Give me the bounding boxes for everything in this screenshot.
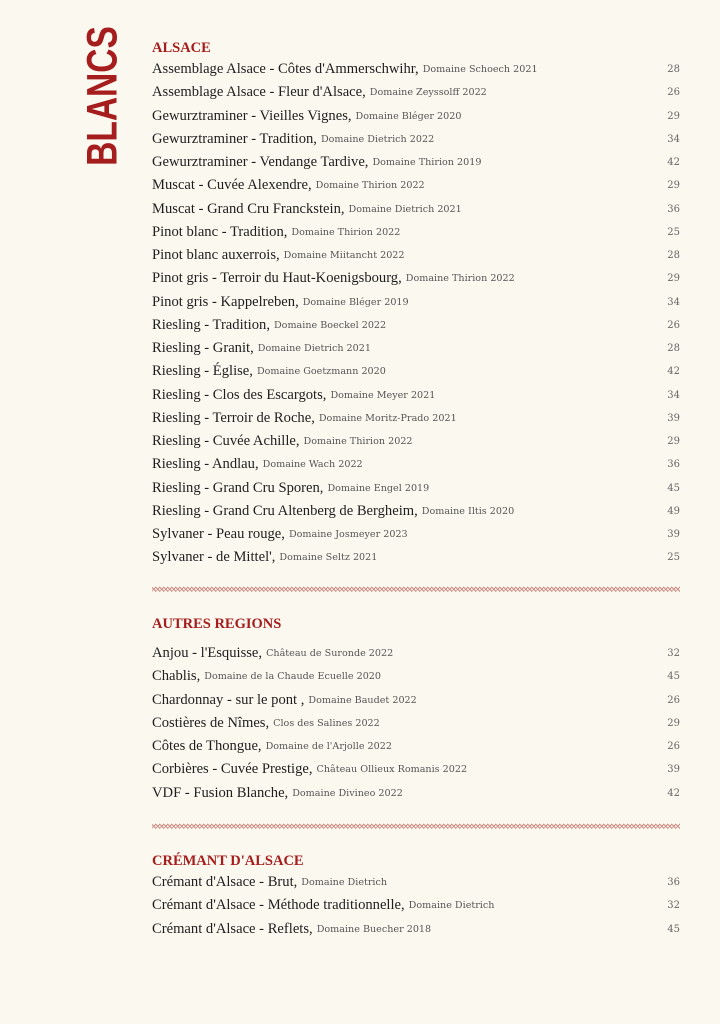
wine-item [152,758,680,781]
wine-producer: Domaine Dietrich [301,877,388,889]
wine-item [152,174,680,197]
wine-item [152,337,680,360]
wine-price: 45 [667,923,680,935]
wine-price: 45 [667,671,680,683]
wine-item [152,198,680,221]
wine-item [152,105,680,128]
wine-name: Corbières - Cuvée Prestige, [152,761,313,778]
wine-item [152,735,680,758]
wine-producer: Domaine Thirion 2019 [372,157,482,169]
wine-name: Chablis, [152,668,201,685]
wine-producer: Domaine Baudet 2022 [308,694,417,706]
wine-producer: Domaine Divineo 2022 [292,787,403,799]
wine-name: Riesling - Andlau, [152,456,259,473]
wine-item [152,523,680,546]
wine-price: 42 [667,787,680,799]
wine-name: Sylvaner - de Mittel', [152,549,276,566]
category-title [78,26,127,166]
wine-item [152,477,680,500]
wine-name: Crémant d'Alsace - Brut, [152,874,298,891]
wine-producer: Domaine Meyer 2021 [330,389,436,401]
wine-name: Pinot gris - Kappelreben, [152,293,299,310]
wine-name: Riesling - Clos des Escargots, [152,386,327,403]
wine-producer: Domaine Iltis 2020 [421,505,515,517]
wine-name: Sylvaner - Peau rouge, [152,526,285,543]
wine-item [152,128,680,151]
wine-item [152,407,680,430]
wine-name: Riesling - Tradition, [152,316,270,333]
wine-price: 42 [667,366,680,378]
wine-producer: Domaine Dietrich 2022 [320,133,435,145]
wine-producer: Domaine Moritz-Prado 2021 [318,412,457,424]
wine-item [152,221,680,244]
wine-item [152,384,680,407]
wine-item [152,689,680,712]
wine-name: Crémant d'Alsace - Méthode traditionnelle, [152,897,405,914]
wine-producer: Domaine de l'Arjolle 2022 [265,741,392,753]
wine-price: 36 [667,203,680,215]
wine-name: Riesling - Grand Cru Altenberg de Bergheim, [152,502,418,519]
wine-item [152,712,680,735]
wine-producer: Domaine Goetzmann 2020 [256,366,386,378]
wine-name: Pinot blanc auxerrois, [152,247,280,264]
wine-name: Muscat - Cuvée Alexendre, [152,177,312,194]
wine-item [152,244,680,267]
wine-price: 49 [667,505,680,517]
wine-item [152,314,680,337]
wine-price: 26 [667,741,680,753]
wine-item [152,360,680,383]
wine-producer: Château Ollieux Romanis 2022 [316,764,468,776]
wine-name: Pinot blanc - Tradition, [152,223,288,240]
wine-price: 34 [667,133,680,145]
wine-price: 32 [667,648,680,660]
wine-item [152,430,680,453]
wine-producer: Domaine Thirion 2022 [315,180,425,192]
wine-name: Assemblage Alsace - Côtes d'Ammerschwihr, [152,61,419,78]
section-title: CRÉMANT D'ALSACE [152,853,304,869]
wine-item [152,267,680,290]
wine-item [152,894,680,917]
wine-item [152,665,680,688]
wine-price: 34 [667,389,680,401]
wine-price: 45 [667,482,680,494]
wine-producer: Domaine Dietrich 2021 [348,203,462,215]
wine-name: VDF - Fusion Blanche, [152,784,289,801]
wine-price: 36 [667,459,680,471]
wine-price: 28 [667,250,680,262]
wine-producer: Domaine Josmeyer 2023 [288,529,408,541]
wine-name: Assemblage Alsace - Fleur d'Alsace, [152,84,366,101]
section-cremant-alsace [152,851,680,941]
wine-name: Anjou - l'Esquisse, [152,645,263,662]
wine-item [152,81,680,104]
wine-price: 25 [667,552,680,564]
wine-price: 32 [667,900,680,912]
wine-price: 39 [667,764,680,776]
wine-producer: Domaine Miitancht 2022 [283,250,405,262]
wine-producer: Château de Suronde 2022 [266,648,394,660]
wine-item [152,58,680,81]
wine-name: Gewurztraminer - Tradition, [152,130,317,147]
wine-name: Côtes de Thongue, [152,738,262,755]
wine-price: 36 [667,877,680,889]
wine-producer: Domaine Schoech 2021 [422,64,538,76]
wine-price: 29 [667,110,680,122]
wine-item [152,642,680,665]
wine-price: 42 [667,157,680,169]
wine-item [152,871,680,894]
wine-item [152,546,680,569]
wine-price: 25 [667,226,680,238]
wine-producer: Domaine Engel 2019 [327,482,430,494]
wine-name: Riesling - Cuvée Achille, [152,433,300,450]
wine-producer: Domaine Wach 2022 [262,459,363,471]
wine-producer: Domaine Seltz 2021 [279,552,378,564]
wine-item [152,291,680,314]
wine-price: 28 [667,343,680,355]
wine-price: 29 [667,273,680,285]
wine-name: Crémant d'Alsace - Reflets, [152,920,313,937]
wine-name: Chardonnay - sur le pont , [152,691,305,708]
wine-producer: Domaine Thirion 2022 [405,273,515,285]
wine-producer: Domaine Dietrich [408,900,495,912]
wine-producer: Domaine Zeyssolff 2022 [369,87,487,99]
wine-price: 29 [667,436,680,448]
wine-producer: Domaine Thirion 2022 [291,226,401,238]
wine-producer: Domaine Boeckel 2022 [273,319,387,331]
wine-price: 26 [667,319,680,331]
wine-name: Muscat - Grand Cru Franckstein, [152,200,345,217]
wine-price: 39 [667,529,680,541]
wine-name: Riesling - Granit, [152,340,254,357]
section-title: ALSACE [152,40,211,56]
wine-price: 28 [667,64,680,76]
section-alsace [152,38,680,570]
category-label: BLANCS [78,26,127,166]
wine-name: Gewurztraminer - Vendange Tardive, [152,154,369,171]
section-title: AUTRES REGIONS [152,616,282,632]
wine-price: 34 [667,296,680,308]
wine-item [152,453,680,476]
wine-price: 29 [667,180,680,192]
wine-producer: Clos des Salines 2022 [273,717,380,729]
wine-producer: Domaine Thirion 2022 [303,436,413,448]
wine-price: 26 [667,87,680,99]
wine-name: Pinot gris - Terroir du Haut-Koenigsbourg, [152,270,402,287]
section-autres-regions [152,614,680,805]
wine-producer: Domaine Buecher 2018 [316,923,432,935]
wine-producer: Domaine Dietrich 2021 [257,343,371,355]
wine-producer: Domaine de la Chaude Ecuelle 2020 [204,671,382,683]
wine-item [152,151,680,174]
wine-name: Riesling - Terroir de Roche, [152,409,315,426]
wine-item [152,918,680,941]
wine-price: 29 [667,717,680,729]
wine-price: 39 [667,412,680,424]
wine-item [152,500,680,523]
wine-name: Gewurztraminer - Vieilles Vignes, [152,107,352,124]
ornamental-divider [152,823,680,829]
wine-item [152,782,680,805]
wine-price: 26 [667,694,680,706]
wine-name: Riesling - Église, [152,363,253,380]
wine-name: Costières de Nîmes, [152,714,270,731]
wine-name: Riesling - Grand Cru Sporen, [152,479,324,496]
ornamental-divider [152,586,680,592]
wine-producer: Domaine Bléger 2020 [355,110,462,122]
wine-producer: Domaine Bléger 2019 [302,296,409,308]
